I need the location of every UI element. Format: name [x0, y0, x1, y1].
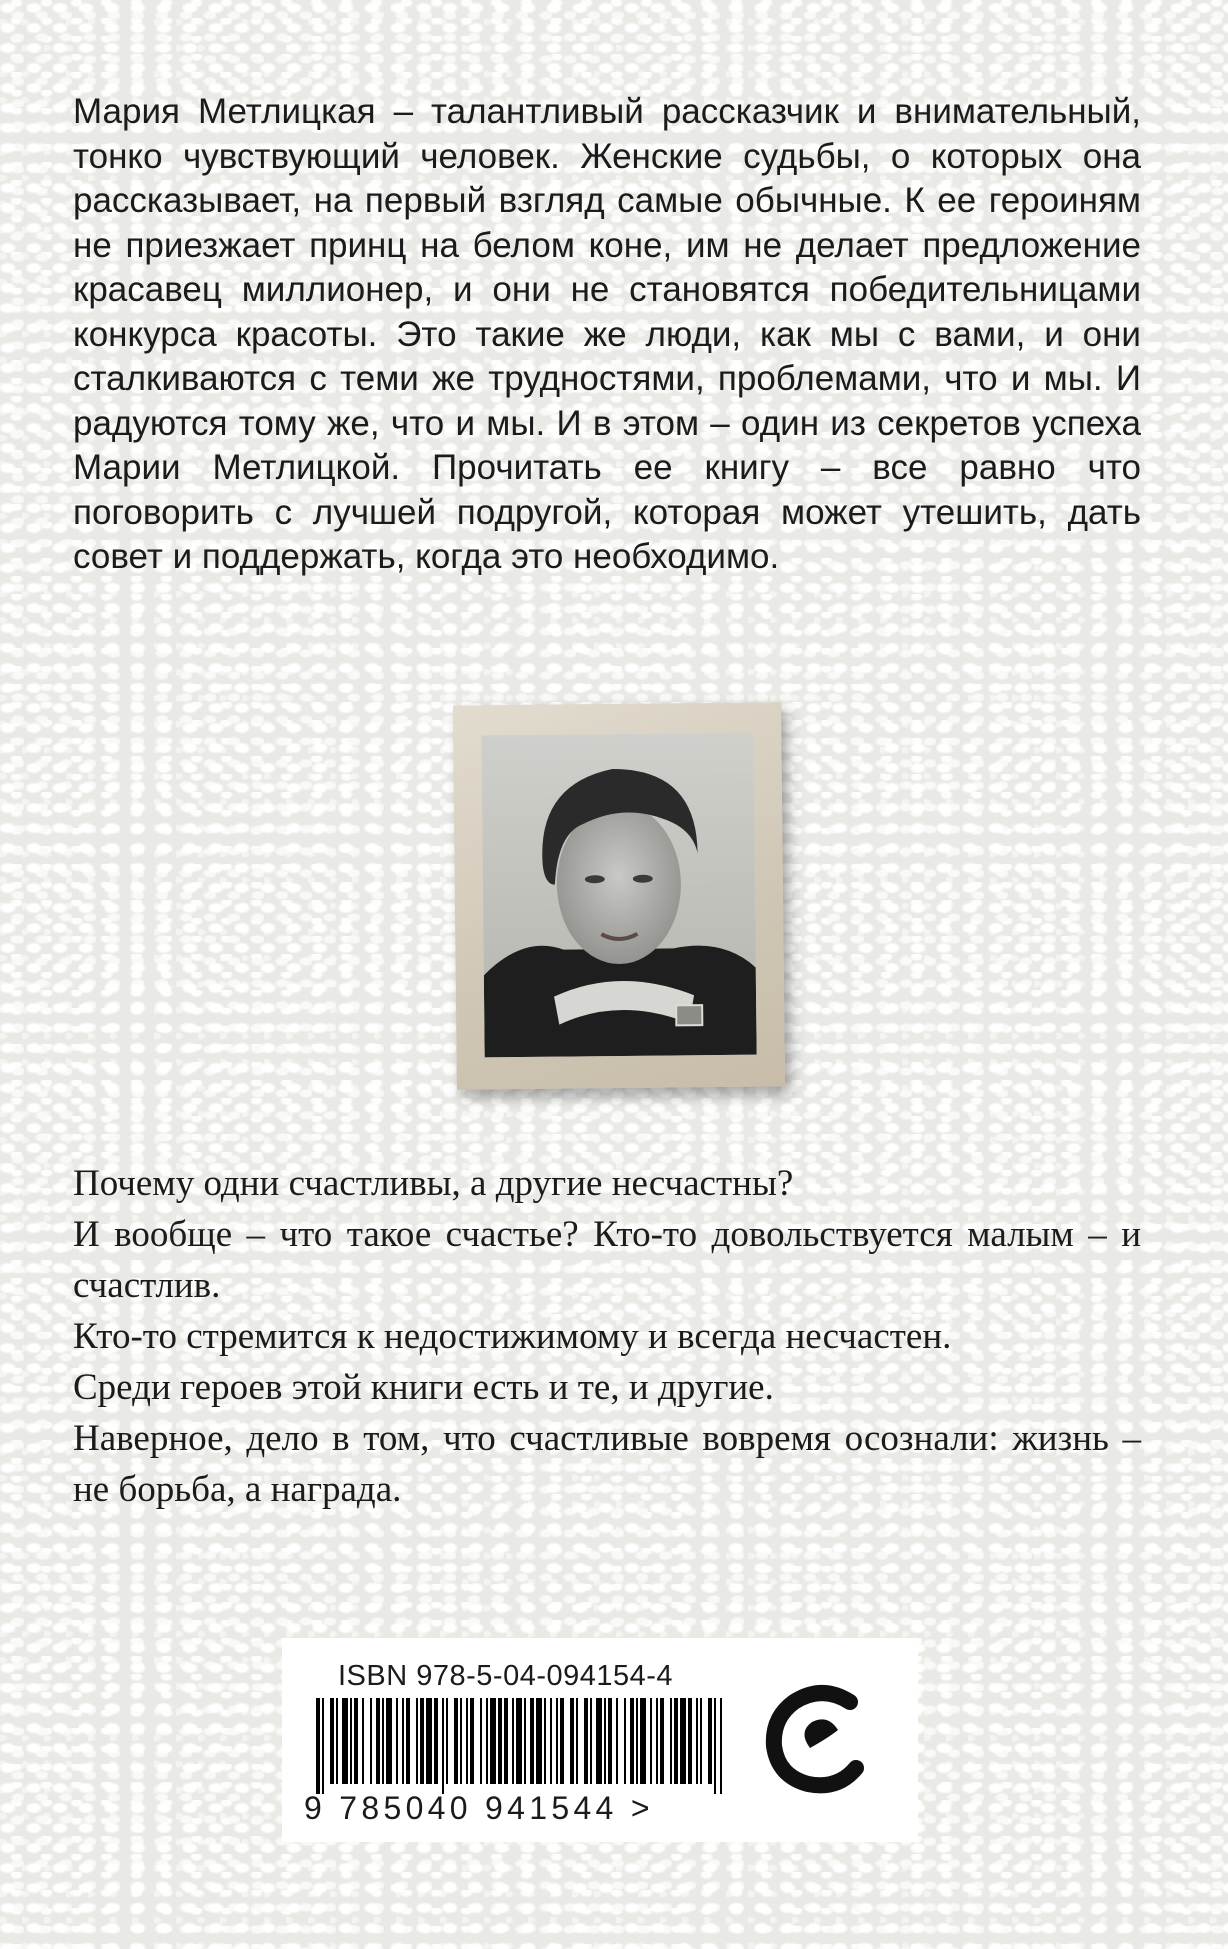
isbn-barcode-panel	[282, 1638, 918, 1842]
quote-line: Наверное, дело в том, что счастливые вовремя осознали: жизнь – не борьба, а награда.	[73, 1418, 1141, 1510]
author-description-text: Мария Метлицкая – талантливый рассказчик и внимательный, тонко чувствующий человек. Женские судьбы, о которых она рассказывает, на первый взгляд самые обычные. К ее героиням не приезжает принц на белом коне, им не делает предложение красавец миллионер, и они не становятся победительницами конкурса красоты. Это такие же люди, как мы с вами, и они сталкиваются с теми же трудностями, проблемами, что и мы. И радуются тому же, что и мы. И в этом – один из секретов успеха Марии Метлицкой. Прочитать ее книгу – все равно что поговорить с лучшей подругой, которая может утешить, дать совет и поддержать, когда это необходимо.	[73, 92, 1141, 576]
barcode-digits: 9 785040 941544 >	[304, 1790, 654, 1826]
book-quote	[73, 1158, 1141, 1515]
quote-line: Среди героев этой книги есть и те, и другие.	[73, 1367, 774, 1408]
author-description	[73, 90, 1141, 580]
isbn-label: ISBN 978-5-04-094154-4	[338, 1660, 674, 1692]
quote-line: Кто-то стремится к недостижимому и всегда несчастен.	[73, 1316, 952, 1357]
quote-line: Почему одни счастливы, а другие несчастны?	[73, 1163, 794, 1204]
quote-line: И вообще – что такое счастье? Кто-то довольствуется малым – и счастлив.	[73, 1214, 1141, 1306]
barcode-icon	[312, 1698, 732, 1794]
publisher-logo-icon	[758, 1680, 878, 1800]
author-photo	[453, 702, 785, 1089]
author-portrait-image	[481, 733, 756, 1058]
